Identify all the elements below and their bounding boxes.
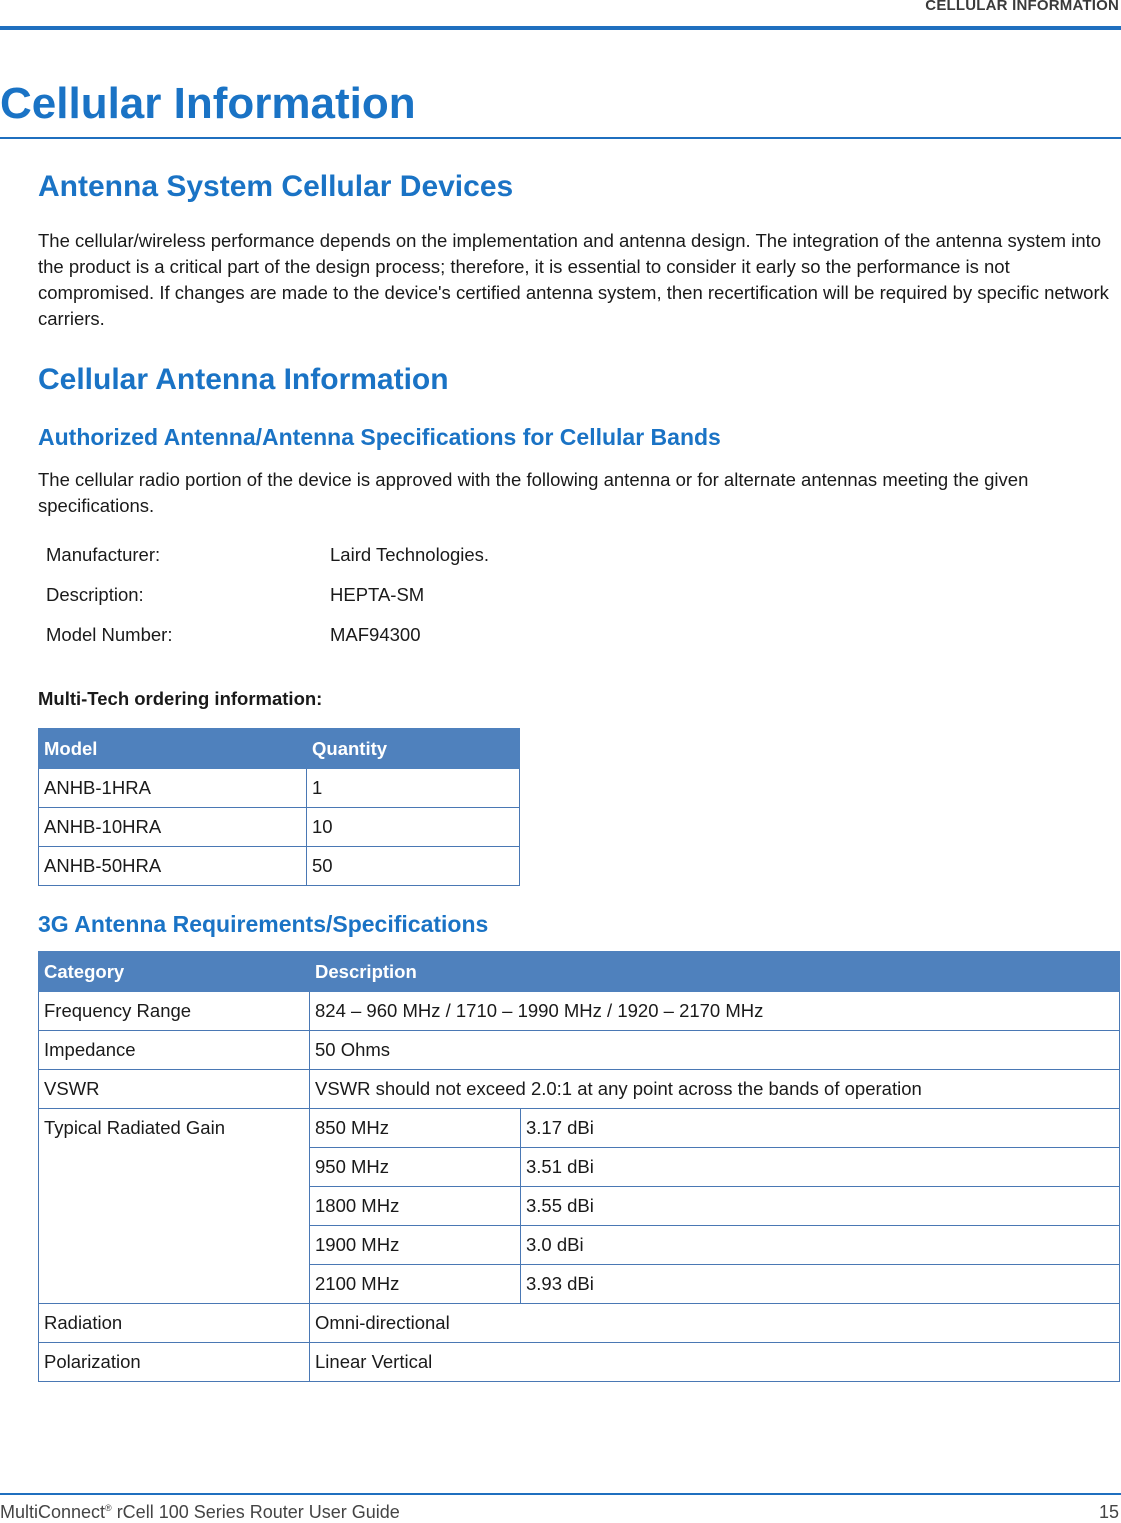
chapter-title: Cellular Information: [0, 79, 416, 128]
registered-mark: ®: [105, 1503, 112, 1513]
category-cell: VSWR: [39, 1070, 310, 1109]
spec-label: Description:: [46, 584, 144, 605]
table-row: [39, 847, 520, 886]
spec-value: Laird Technologies.: [330, 544, 490, 565]
table-row-frequency-range: [39, 992, 1120, 1031]
gain-value-cell: 3.51 dBi: [521, 1148, 1120, 1187]
ordering-table: [38, 728, 520, 886]
page-number: 15: [1098, 1502, 1119, 1522]
category-cell: Radiation: [39, 1304, 310, 1343]
category-cell: Frequency Range: [39, 992, 310, 1031]
section-heading-cellular-antenna: Cellular Antenna Information: [38, 363, 449, 396]
model-cell: ANHB-50HRA: [39, 847, 307, 886]
description-cell: 50 Ohms: [310, 1031, 1120, 1070]
column-header-model: Model: [39, 729, 307, 769]
table-header-row: [39, 952, 1120, 992]
table-row-radiation: [39, 1304, 1120, 1343]
gain-value-cell: 3.17 dBi: [521, 1109, 1120, 1148]
description-cell: Omni-directional: [310, 1304, 1120, 1343]
column-header-quantity: Quantity: [307, 729, 520, 769]
running-head: CELLULAR INFORMATION: [925, 0, 1119, 14]
spec-value: MAF94300: [330, 624, 421, 645]
gain-frequency-cell: 2100 MHz: [310, 1265, 521, 1304]
footer-rule: [0, 1493, 1121, 1495]
model-cell: ANHB-1HRA: [39, 769, 307, 808]
table-row: [39, 808, 520, 847]
gain-frequency-cell: 850 MHz: [310, 1109, 521, 1148]
table-row-impedance: [39, 1031, 1120, 1070]
gain-value-cell: 3.55 dBi: [521, 1187, 1120, 1226]
section-heading-antenna-system: Antenna System Cellular Devices: [38, 170, 514, 203]
gain-frequency-cell: 1800 MHz: [310, 1187, 521, 1226]
antenna-requirements-table: [38, 951, 1120, 1382]
gain-frequency-cell: 1900 MHz: [310, 1226, 521, 1265]
model-cell: ANHB-10HRA: [39, 808, 307, 847]
chapter-title-rule: [0, 137, 1121, 139]
footer-guide-title: [0, 1502, 400, 1523]
category-cell: Typical Radiated Gain: [39, 1109, 310, 1304]
quantity-cell: 10: [307, 808, 520, 847]
antenna-spec-list: [38, 535, 489, 655]
subheading-3g-antenna-requirements: 3G Antenna Requirements/Specifications: [38, 911, 489, 937]
table-row-polarization: [39, 1343, 1120, 1382]
gain-value-cell: 3.0 dBi: [521, 1226, 1120, 1265]
authorized-antenna-paragraph: The cellular radio portion of the device is approved with the following antenna or for alternate antennas meeting the given specifications.: [38, 469, 1029, 516]
table-row-vswr: [39, 1070, 1120, 1109]
quantity-cell: 50: [307, 847, 520, 886]
category-cell: Polarization: [39, 1343, 310, 1382]
footer-brand: MultiConnect: [0, 1502, 106, 1522]
gain-frequency-cell: 950 MHz: [310, 1148, 521, 1187]
antenna-system-paragraph: The cellular/wireless performance depends on the implementation and antenna design. The integration of the antenna system into the product is a critical part of the design process; therefore, it is essential to consider it early so the performance is not compromised. If changes are made to the device's certified antenna system, then recertification will be required by specific network carriers.: [38, 230, 1109, 329]
table-header-row: [39, 729, 520, 769]
gain-value-cell: 3.93 dBi: [521, 1265, 1120, 1304]
spec-label: Manufacturer:: [46, 544, 161, 565]
column-header-description: Description: [310, 952, 1120, 992]
table-row: [39, 769, 520, 808]
subheading-authorized-antenna: Authorized Antenna/Antenna Specifications for Cellular Bands: [38, 424, 721, 450]
header-rule: [0, 26, 1121, 30]
footer-title-text: rCell 100 Series Router User Guide: [111, 1502, 400, 1522]
ordering-info-label: Multi-Tech ordering information:: [38, 688, 323, 709]
spec-value: HEPTA-SM: [330, 584, 425, 605]
quantity-cell: 1: [307, 769, 520, 808]
description-cell: 824 – 960 MHz / 1710 – 1990 MHz / 1920 – 2170 MHz: [310, 992, 1120, 1031]
spec-row-manufacturer: [38, 535, 489, 575]
description-cell: Linear Vertical: [310, 1343, 1120, 1382]
description-cell: VSWR should not exceed 2.0:1 at any point across the bands of operation: [310, 1070, 1120, 1109]
column-header-category: Category: [39, 952, 310, 992]
spec-row-description: [38, 575, 489, 615]
category-cell: Impedance: [39, 1031, 310, 1070]
spec-row-model-number: [38, 615, 489, 655]
table-row-gain: [39, 1109, 1120, 1148]
spec-label: Model Number:: [46, 624, 173, 645]
